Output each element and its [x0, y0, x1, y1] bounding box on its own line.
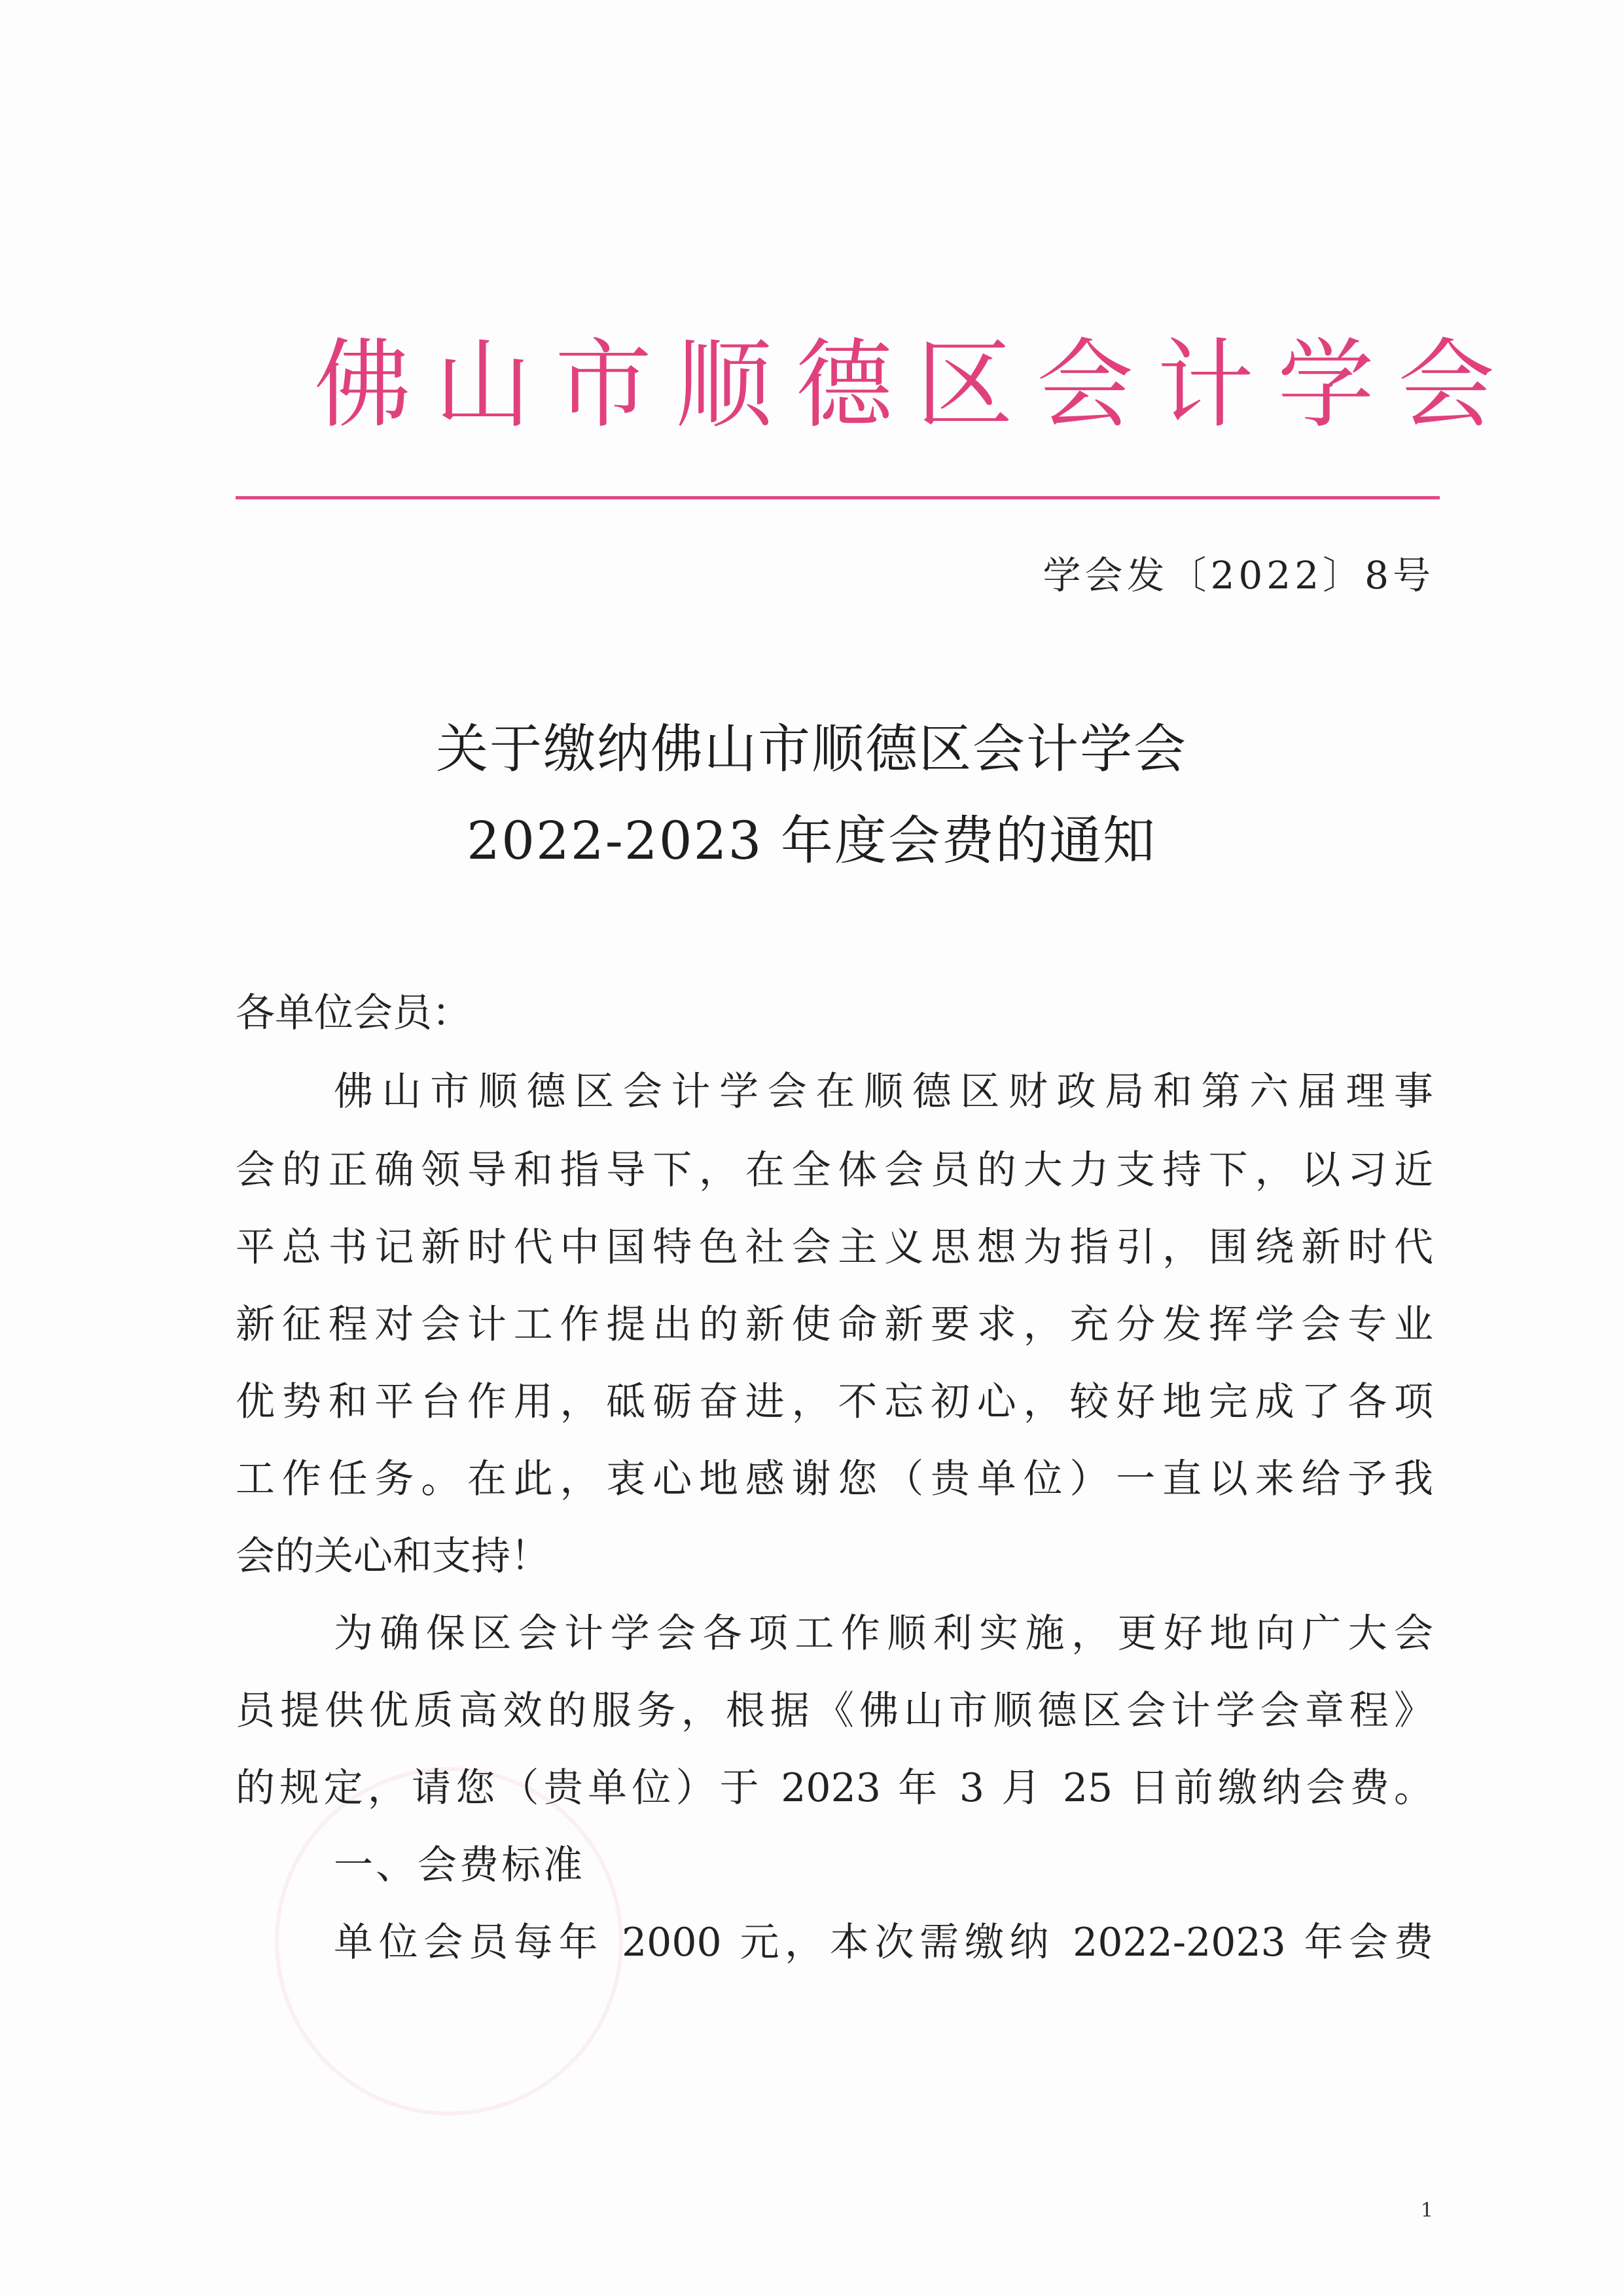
letterhead-divider [236, 496, 1440, 499]
paragraph-1-line-5: 优势和平台作用，砥砺奋进，不忘初心，较好地完成了各项 [236, 1379, 1433, 1425]
page-number: 1 [1420, 2199, 1433, 2222]
section-1-heading: 一、会费标准 [334, 1842, 585, 1888]
document-title-line-2: 2022-2023 年度会费的通知 [467, 810, 1156, 871]
document-title-line-1: 关于缴纳佛山市顺德区会计学会 [436, 719, 1187, 780]
paragraph-1-line-4: 新征程对会计工作提出的新使命新要求，充分发挥学会专业 [236, 1302, 1433, 1348]
paragraph-2-line-2: 员提供优质高效的服务，根据《佛山市顺德区会计学会章程》 [236, 1688, 1433, 1734]
paragraph-2-line-1: 为确保区会计学会各项工作顺利实施，更好地向广大会 [334, 1611, 1433, 1657]
paragraph-1-line-2: 会的正确领导和指导下，在全体会员的大力支持下，以习近 [236, 1147, 1433, 1193]
paragraph-2-line-3: 的规定，请您（贵单位）于 2023 年 3 月 25 日前缴纳会费。 [236, 1765, 1433, 1811]
paragraph-1-line-1: 佛山市顺德区会计学会在顺德区财政局和第六届理事 [334, 1069, 1433, 1115]
letterhead-org-name: 佛山市顺德区会计学会 [314, 329, 1518, 441]
paragraph-1-line-7: 会的关心和支持！ [236, 1534, 550, 1579]
salutation: 各单位会员： [236, 990, 471, 1036]
paragraph-1-line-6: 工作任务。在此，衷心地感谢您（贵单位）一直以来给予我 [236, 1456, 1433, 1502]
section-1-line-1: 单位会员每年 2000 元，本次需缴纳 2022-2023 年会费 [334, 1920, 1433, 1965]
document-number: 学会发〔2022〕8号 [1043, 553, 1435, 598]
paragraph-1-line-3: 平总书记新时代中国特色社会主义思想为指引，围绕新时代 [236, 1225, 1433, 1270]
